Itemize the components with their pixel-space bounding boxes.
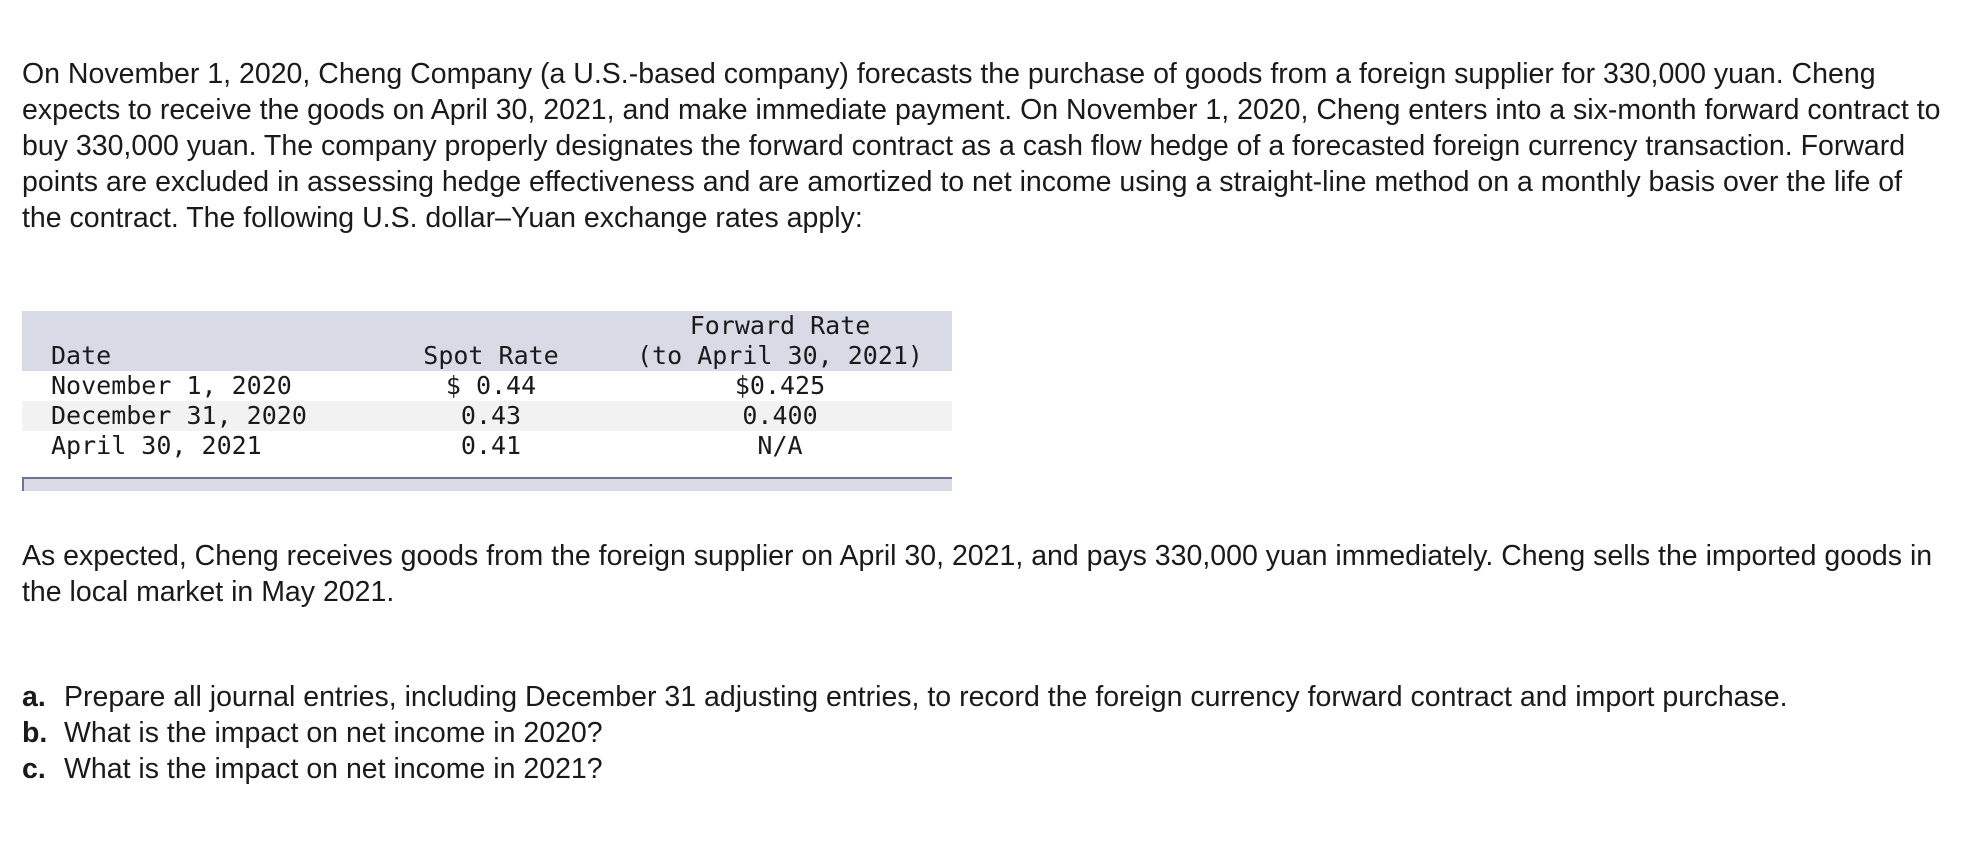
header-forward-rate-subtitle: (to April 30, 2021) (637, 341, 923, 370)
table-footer-bar (22, 477, 952, 491)
row-forward-rate: 0.400 (742, 401, 818, 430)
header-forward-rate: Forward Rate (689, 311, 871, 340)
question-list (22, 679, 1922, 787)
table-header (22, 311, 952, 371)
header-spot-rate: Spot Rate (423, 341, 559, 370)
row-forward-rate: $0.425 (734, 371, 826, 400)
question-text: What is the impact on net income in 2021? (64, 753, 603, 785)
row-forward-rate: N/A (757, 431, 803, 460)
question-letter: a. (22, 681, 46, 713)
problem-intro-text: On November 1, 2020, Cheng Company (a U.S.-based company) forecasts the purchase of goods from a foreign supplier for 330,000 yuan. Cheng expects to receive the goods on April 30, 2021, and make immediate payment. On November 1, 2020, Cheng enters into a six-month forward contract to buy 330,000 yuan. The company properly designates the forward contract as a cash flow hedge of a forecasted foreign currency transaction. Forward points are excluded in assessing hedge effectiveness and are amortized to net income using a straight-line method on a monthly basis over the life of the contract. The following U.S. dollar–Yuan exchange rates apply: (22, 58, 1941, 234)
question-item (22, 751, 1922, 787)
header-date: Date (51, 341, 112, 370)
row-spot-rate: $ 0.44 (445, 371, 537, 400)
table-row (22, 431, 952, 461)
question-letter: b. (22, 717, 48, 749)
problem-followup-text: As expected, Cheng receives goods from the foreign supplier on April 30, 2021, and pays 330,000 yuan immediately. Cheng sells the imported goods in the local market in May 2021. (22, 540, 1933, 608)
question-text: What is the impact on net income in 2020? (64, 717, 603, 749)
question-item (22, 715, 1922, 751)
question-text: Prepare all journal entries, including December 31 adjusting entries, to record the foreign currency forward contract and import purchase. (64, 681, 1788, 713)
row-date: November 1, 2020 (51, 371, 292, 400)
row-spot-rate: 0.43 (460, 401, 522, 430)
row-date: December 31, 2020 (51, 401, 307, 430)
question-item (22, 679, 1922, 715)
row-date: April 30, 2021 (51, 431, 262, 460)
table-row (22, 401, 952, 431)
table-row (22, 371, 952, 401)
row-spot-rate: 0.41 (460, 431, 522, 460)
question-letter: c. (22, 753, 46, 785)
exchange-rates-table (22, 311, 952, 491)
